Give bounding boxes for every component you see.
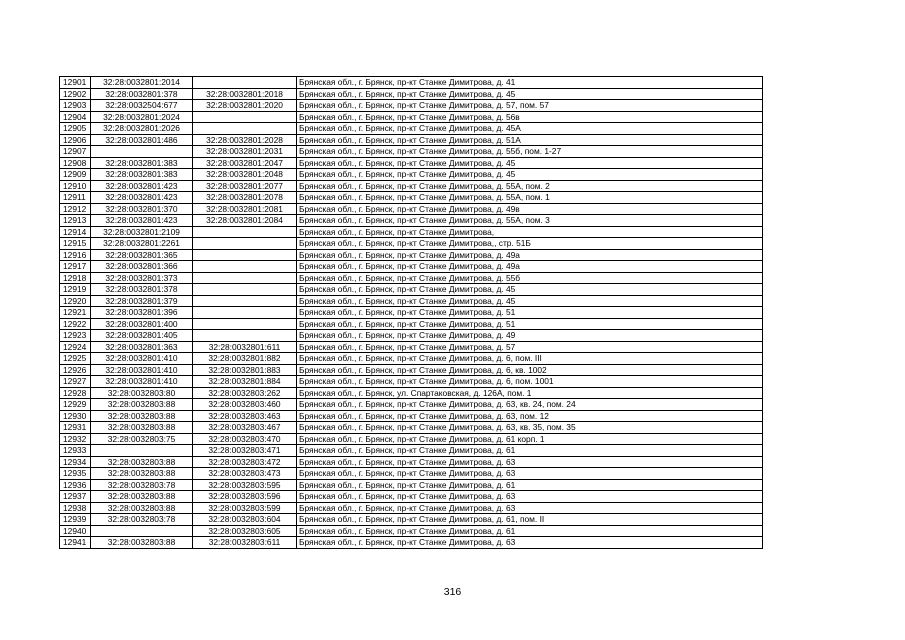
row-number-cell: 12937 bbox=[60, 491, 91, 503]
table-body bbox=[60, 77, 763, 549]
object-cadastral-number-cell: 32:28:0032803:596 bbox=[193, 491, 297, 503]
row-number-cell: 12909 bbox=[60, 169, 91, 181]
object-cadastral-number-cell: 32:28:0032801:883 bbox=[193, 364, 297, 376]
table-row bbox=[60, 318, 763, 330]
object-cadastral-number-cell: 32:28:0032803:470 bbox=[193, 433, 297, 445]
row-number-cell: 12907 bbox=[60, 146, 91, 158]
cadastral-number-cell: 32:28:0032803:78 bbox=[91, 514, 193, 526]
row-number-cell: 12928 bbox=[60, 387, 91, 399]
table-row bbox=[60, 284, 763, 296]
document-sheet bbox=[59, 76, 763, 549]
object-cadastral-number-cell bbox=[193, 226, 297, 238]
cadastral-number-cell: 32:28:0032801:383 bbox=[91, 169, 193, 181]
cadastral-number-cell: 32:28:0032801:423 bbox=[91, 192, 193, 204]
object-cadastral-number-cell: 32:28:0032801:2028 bbox=[193, 134, 297, 146]
row-number-cell: 12906 bbox=[60, 134, 91, 146]
cadastral-number-cell: 32:28:0032801:423 bbox=[91, 215, 193, 227]
address-cell: Брянская обл., г. Брянск, пр-кт Станке Димитрова, д. 61, пом. II bbox=[297, 514, 763, 526]
address-cell: Брянская обл., г. Брянск, пр-кт Станке Димитрова, д. 51А bbox=[297, 134, 763, 146]
cadastral-number-cell: 32:28:0032801:378 bbox=[91, 88, 193, 100]
object-cadastral-number-cell: 32:28:0032801:2047 bbox=[193, 157, 297, 169]
cadastral-number-cell: 32:28:0032801:2026 bbox=[91, 123, 193, 135]
table-row bbox=[60, 433, 763, 445]
address-cell: Брянская обл., г. Брянск, пр-кт Станке Димитрова, д. 6, пом. III bbox=[297, 353, 763, 365]
cadastral-number-cell: 32:28:0032803:88 bbox=[91, 468, 193, 480]
cadastral-number-cell bbox=[91, 146, 193, 158]
object-cadastral-number-cell bbox=[193, 111, 297, 123]
row-number-cell: 12911 bbox=[60, 192, 91, 204]
table-row bbox=[60, 445, 763, 457]
object-cadastral-number-cell bbox=[193, 77, 297, 89]
object-cadastral-number-cell: 32:28:0032803:471 bbox=[193, 445, 297, 457]
cadastral-number-cell: 32:28:0032801:396 bbox=[91, 307, 193, 319]
object-cadastral-number-cell: 32:28:0032801:2020 bbox=[193, 100, 297, 112]
address-cell: Брянская обл., г. Брянск, пр-кт Станке Димитрова, д. 45 bbox=[297, 88, 763, 100]
object-cadastral-number-cell bbox=[193, 123, 297, 135]
address-cell: Брянская обл., г. Брянск, пр-кт Станке Димитрова, д. 6, кв. 1002 bbox=[297, 364, 763, 376]
table-row bbox=[60, 238, 763, 250]
address-cell: Брянская обл., г. Брянск, пр-кт Станке Димитрова, д. 45А bbox=[297, 123, 763, 135]
address-cell: Брянская обл., г. Брянск, пр-кт Станке Димитрова, д. 61 bbox=[297, 445, 763, 457]
row-number-cell: 12920 bbox=[60, 295, 91, 307]
row-number-cell: 12931 bbox=[60, 422, 91, 434]
row-number-cell: 12908 bbox=[60, 157, 91, 169]
cadastral-number-cell: 32:28:0032801:383 bbox=[91, 157, 193, 169]
object-cadastral-number-cell bbox=[193, 295, 297, 307]
row-number-cell: 12913 bbox=[60, 215, 91, 227]
row-number-cell: 12901 bbox=[60, 77, 91, 89]
object-cadastral-number-cell bbox=[193, 238, 297, 250]
row-number-cell: 12903 bbox=[60, 100, 91, 112]
row-number-cell: 12926 bbox=[60, 364, 91, 376]
address-cell: Брянская обл., г. Брянск, пр-кт Станке Димитрова, д. 63, пом. 12 bbox=[297, 410, 763, 422]
cadastral-number-cell bbox=[91, 525, 193, 537]
object-cadastral-number-cell: 32:28:0032803:611 bbox=[193, 537, 297, 549]
table-row bbox=[60, 100, 763, 112]
object-cadastral-number-cell: 32:28:0032803:467 bbox=[193, 422, 297, 434]
cadastral-number-cell: 32:28:0032801:366 bbox=[91, 261, 193, 273]
row-number-cell: 12912 bbox=[60, 203, 91, 215]
address-cell: Брянская обл., г. Брянск, пр-кт Станке Димитрова, д. 6, пом. 1001 bbox=[297, 376, 763, 388]
object-cadastral-number-cell: 32:28:0032801:2031 bbox=[193, 146, 297, 158]
object-cadastral-number-cell: 32:28:0032801:2048 bbox=[193, 169, 297, 181]
row-number-cell: 12922 bbox=[60, 318, 91, 330]
row-number-cell: 12932 bbox=[60, 433, 91, 445]
row-number-cell: 12914 bbox=[60, 226, 91, 238]
address-cell: Брянская обл., г. Брянск, пр-кт Станке Димитрова, д. 41 bbox=[297, 77, 763, 89]
cadastral-number-cell: 32:28:0032803:75 bbox=[91, 433, 193, 445]
row-number-cell: 12904 bbox=[60, 111, 91, 123]
address-cell: Брянская обл., г. Брянск, пр-кт Станке Димитрова, д. 49 bbox=[297, 330, 763, 342]
object-cadastral-number-cell: 32:28:0032801:611 bbox=[193, 341, 297, 353]
object-cadastral-number-cell: 32:28:0032803:605 bbox=[193, 525, 297, 537]
table-row bbox=[60, 456, 763, 468]
cadastral-number-cell: 32:28:0032803:88 bbox=[91, 491, 193, 503]
address-cell: Брянская обл., г. Брянск, пр-кт Станке Димитрова, д. 57 bbox=[297, 341, 763, 353]
table-row bbox=[60, 491, 763, 503]
table-row bbox=[60, 410, 763, 422]
cadastral-number-cell: 32:28:0032801:486 bbox=[91, 134, 193, 146]
cadastral-number-cell: 32:28:0032801:410 bbox=[91, 364, 193, 376]
cadastral-number-cell: 32:28:0032801:410 bbox=[91, 376, 193, 388]
table-row bbox=[60, 525, 763, 537]
table-row bbox=[60, 479, 763, 491]
object-cadastral-number-cell bbox=[193, 330, 297, 342]
cadastral-number-cell: 32:28:0032801:373 bbox=[91, 272, 193, 284]
object-cadastral-number-cell bbox=[193, 284, 297, 296]
cadastral-number-cell: 32:28:0032803:88 bbox=[91, 422, 193, 434]
table-row bbox=[60, 537, 763, 549]
row-number-cell: 12929 bbox=[60, 399, 91, 411]
object-cadastral-number-cell: 32:28:0032803:463 bbox=[193, 410, 297, 422]
cadastral-number-cell: 32:28:0032504:677 bbox=[91, 100, 193, 112]
cadastral-number-cell: 32:28:0032801:423 bbox=[91, 180, 193, 192]
table-row bbox=[60, 146, 763, 158]
cadastral-number-cell: 32:28:0032801:2109 bbox=[91, 226, 193, 238]
row-number-cell: 12918 bbox=[60, 272, 91, 284]
address-cell: Брянская обл., г. Брянск, пр-кт Станке Димитрова, д. 51 bbox=[297, 307, 763, 319]
object-cadastral-number-cell bbox=[193, 249, 297, 261]
cadastral-number-cell: 32:28:0032801:400 bbox=[91, 318, 193, 330]
object-cadastral-number-cell: 32:28:0032801:882 bbox=[193, 353, 297, 365]
address-cell: Брянская обл., г. Брянск, пр-кт Станке Димитрова, д. 63 bbox=[297, 456, 763, 468]
cadastral-number-cell: 32:28:0032801:2024 bbox=[91, 111, 193, 123]
table-row bbox=[60, 215, 763, 227]
object-cadastral-number-cell: 32:28:0032801:884 bbox=[193, 376, 297, 388]
table-row bbox=[60, 295, 763, 307]
cadastral-number-cell: 32:28:0032803:80 bbox=[91, 387, 193, 399]
address-cell: Брянская обл., г. Брянск, пр-кт Станке Димитрова, д. 49а bbox=[297, 249, 763, 261]
table-row bbox=[60, 272, 763, 284]
cadastral-number-cell: 32:28:0032803:88 bbox=[91, 456, 193, 468]
object-cadastral-number-cell: 32:28:0032801:2077 bbox=[193, 180, 297, 192]
table-row bbox=[60, 353, 763, 365]
cadastral-number-cell: 32:28:0032801:2261 bbox=[91, 238, 193, 250]
row-number-cell: 12915 bbox=[60, 238, 91, 250]
table-row bbox=[60, 422, 763, 434]
row-number-cell: 12924 bbox=[60, 341, 91, 353]
address-cell: Брянская обл., г. Брянск, пр-кт Станке Димитрова, д. 56в bbox=[297, 111, 763, 123]
object-cadastral-number-cell: 32:28:0032803:262 bbox=[193, 387, 297, 399]
table-row bbox=[60, 157, 763, 169]
cadastral-number-cell: 32:28:0032801:410 bbox=[91, 353, 193, 365]
cadastral-number-cell: 32:28:0032803:88 bbox=[91, 502, 193, 514]
address-cell: Брянская обл., г. Брянск, пр-кт Станке Димитрова, д. 45 bbox=[297, 169, 763, 181]
row-number-cell: 12934 bbox=[60, 456, 91, 468]
table-row bbox=[60, 192, 763, 204]
cadastral-number-cell: 32:28:0032801:2014 bbox=[91, 77, 193, 89]
table-row bbox=[60, 364, 763, 376]
table-row bbox=[60, 88, 763, 100]
object-cadastral-number-cell: 32:28:0032801:2081 bbox=[193, 203, 297, 215]
row-number-cell: 12936 bbox=[60, 479, 91, 491]
row-number-cell: 12930 bbox=[60, 410, 91, 422]
object-cadastral-number-cell bbox=[193, 307, 297, 319]
row-number-cell: 12933 bbox=[60, 445, 91, 457]
address-cell: Брянская обл., г. Брянск, пр-кт Станке Димитрова, д. 45 bbox=[297, 157, 763, 169]
object-cadastral-number-cell: 32:28:0032801:2084 bbox=[193, 215, 297, 227]
table-row bbox=[60, 341, 763, 353]
object-cadastral-number-cell: 32:28:0032803:472 bbox=[193, 456, 297, 468]
address-cell: Брянская обл., г. Брянск, пр-кт Станке Димитрова, д. 63 bbox=[297, 491, 763, 503]
object-cadastral-number-cell: 32:28:0032803:473 bbox=[193, 468, 297, 480]
address-cell: Брянская обл., г. Брянск, пр-кт Станке Димитрова, д. 63 bbox=[297, 468, 763, 480]
table-row bbox=[60, 111, 763, 123]
address-cell: Брянская обл., г. Брянск, пр-кт Станке Димитрова, д. 55А, пом. 1 bbox=[297, 192, 763, 204]
table-row bbox=[60, 399, 763, 411]
cadastral-number-cell: 32:28:0032803:88 bbox=[91, 410, 193, 422]
row-number-cell: 12921 bbox=[60, 307, 91, 319]
row-number-cell: 12923 bbox=[60, 330, 91, 342]
address-cell: Брянская обл., г. Брянск, пр-кт Станке Димитрова, д. 61 bbox=[297, 525, 763, 537]
address-cell: Брянская обл., г. Брянск, пр-кт Станке Димитрова, д. 49в bbox=[297, 203, 763, 215]
address-cell: Брянская обл., г. Брянск, ул. Спартаковская, д. 126А, пом. 1 bbox=[297, 387, 763, 399]
address-cell: Брянская обл., г. Брянск, пр-кт Станке Димитрова, д. 57, пом. 57 bbox=[297, 100, 763, 112]
address-cell: Брянская обл., г. Брянск, пр-кт Станке Димитрова, д. 63 bbox=[297, 537, 763, 549]
row-number-cell: 12938 bbox=[60, 502, 91, 514]
address-cell: Брянская обл., г. Брянск, пр-кт Станке Димитрова, д. 45 bbox=[297, 295, 763, 307]
address-cell: Брянская обл., г. Брянск, пр-кт Станке Димитрова, bbox=[297, 226, 763, 238]
table-row bbox=[60, 514, 763, 526]
row-number-cell: 12919 bbox=[60, 284, 91, 296]
address-cell: Брянская обл., г. Брянск, пр-кт Станке Димитрова, д. 49а bbox=[297, 261, 763, 273]
object-cadastral-number-cell: 32:28:0032803:599 bbox=[193, 502, 297, 514]
cadastral-number-cell: 32:28:0032801:365 bbox=[91, 249, 193, 261]
cadastral-number-cell: 32:28:0032801:378 bbox=[91, 284, 193, 296]
object-cadastral-number-cell bbox=[193, 261, 297, 273]
table-row bbox=[60, 169, 763, 181]
table-row bbox=[60, 203, 763, 215]
table-row bbox=[60, 468, 763, 480]
object-cadastral-number-cell bbox=[193, 272, 297, 284]
cadastral-number-cell: 32:28:0032801:363 bbox=[91, 341, 193, 353]
cadastral-number-cell: 32:28:0032801:405 bbox=[91, 330, 193, 342]
table-row bbox=[60, 307, 763, 319]
cadastral-number-cell: 32:28:0032803:88 bbox=[91, 399, 193, 411]
address-cell: Брянская обл., г. Брянск, пр-кт Станке Димитрова, д. 63 bbox=[297, 502, 763, 514]
row-number-cell: 12916 bbox=[60, 249, 91, 261]
row-number-cell: 12940 bbox=[60, 525, 91, 537]
table-row bbox=[60, 376, 763, 388]
table-row bbox=[60, 226, 763, 238]
cadastral-number-cell: 32:28:0032801:379 bbox=[91, 295, 193, 307]
address-cell: Брянская обл., г. Брянск, пр-кт Станке Димитрова, д. 55А, пом. 3 bbox=[297, 215, 763, 227]
row-number-cell: 12910 bbox=[60, 180, 91, 192]
table-row bbox=[60, 180, 763, 192]
cadastral-table bbox=[59, 76, 763, 549]
address-cell: Брянская обл., г. Брянск, пр-кт Станке Димитрова, д. 55б, пом. 1-27 bbox=[297, 146, 763, 158]
object-cadastral-number-cell: 32:28:0032803:595 bbox=[193, 479, 297, 491]
row-number-cell: 12927 bbox=[60, 376, 91, 388]
row-number-cell: 12905 bbox=[60, 123, 91, 135]
table-row bbox=[60, 123, 763, 135]
address-cell: Брянская обл., г. Брянск, пр-кт Станке Димитрова, д. 63, кв. 24, пом. 24 bbox=[297, 399, 763, 411]
table-row bbox=[60, 330, 763, 342]
cadastral-number-cell: 32:28:0032803:88 bbox=[91, 537, 193, 549]
row-number-cell: 12935 bbox=[60, 468, 91, 480]
address-cell: Брянская обл., г. Брянск, пр-кт Станке Димитрова, д. 55б bbox=[297, 272, 763, 284]
table-row bbox=[60, 134, 763, 146]
table-row bbox=[60, 261, 763, 273]
table-row bbox=[60, 502, 763, 514]
object-cadastral-number-cell: 32:28:0032803:604 bbox=[193, 514, 297, 526]
cadastral-number-cell: 32:28:0032801:370 bbox=[91, 203, 193, 215]
address-cell: Брянская обл., г. Брянск, пр-кт Станке Димитрова, д. 51 bbox=[297, 318, 763, 330]
address-cell: Брянская обл., г. Брянск, пр-кт Станке Димитрова, д. 61 bbox=[297, 479, 763, 491]
row-number-cell: 12941 bbox=[60, 537, 91, 549]
object-cadastral-number-cell bbox=[193, 318, 297, 330]
row-number-cell: 12925 bbox=[60, 353, 91, 365]
row-number-cell: 12902 bbox=[60, 88, 91, 100]
table-row bbox=[60, 387, 763, 399]
address-cell: Брянская обл., г. Брянск, пр-кт Станке Димитрова, д. 45 bbox=[297, 284, 763, 296]
table-row bbox=[60, 249, 763, 261]
row-number-cell: 12917 bbox=[60, 261, 91, 273]
object-cadastral-number-cell: 32:28:0032803:460 bbox=[193, 399, 297, 411]
cadastral-number-cell: 32:28:0032803:78 bbox=[91, 479, 193, 491]
cadastral-number-cell bbox=[91, 445, 193, 457]
table-row bbox=[60, 77, 763, 89]
address-cell: Брянская обл., г. Брянск, пр-кт Станке Димитрова, д. 61 корп. 1 bbox=[297, 433, 763, 445]
address-cell: Брянская обл., г. Брянск, пр-кт Станке Димитрова, д. 55А, пом. 2 bbox=[297, 180, 763, 192]
object-cadastral-number-cell: 32:28:0032801:2018 bbox=[193, 88, 297, 100]
address-cell: Брянская обл., г. Брянск, пр-кт Станке Димитрова,, стр. 51Б bbox=[297, 238, 763, 250]
page-number: 316 bbox=[443, 586, 462, 598]
object-cadastral-number-cell: 32:28:0032801:2078 bbox=[193, 192, 297, 204]
address-cell: Брянская обл., г. Брянск, пр-кт Станке Димитрова, д. 63, кв. 35, пом. 35 bbox=[297, 422, 763, 434]
row-number-cell: 12939 bbox=[60, 514, 91, 526]
